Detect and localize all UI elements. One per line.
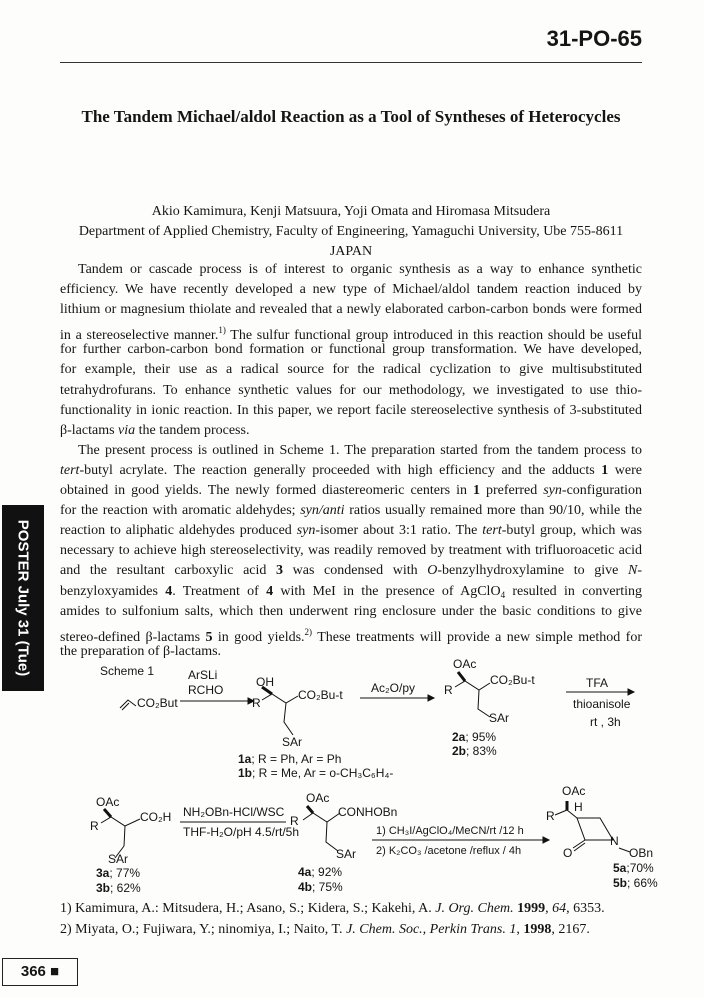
c3-oac: OAc — [96, 795, 120, 809]
text-segment: was condensed with — [283, 563, 428, 579]
text-segment: β-lactams — [60, 422, 119, 438]
compound-yield: ; 75% — [312, 880, 343, 894]
compound-yield: ; 77% — [109, 866, 141, 880]
compound-4-bonds — [303, 806, 340, 851]
c1-ester: CO₂Bu-t — [298, 688, 343, 702]
text-segment: 1999 — [517, 901, 546, 916]
reagent-arsli: ArSLi — [188, 668, 218, 682]
text-segment: syn — [296, 523, 316, 539]
c1a-label — [238, 753, 341, 766]
text-segment: 2) — [304, 626, 313, 637]
compound-desc: ; R = Me, Ar = o-CH₃C₆H₄- — [252, 766, 394, 780]
reagent-thioanisole: thioanisole — [573, 697, 631, 711]
page-number: 366 ■ — [2, 958, 78, 986]
compound-id: 4b — [298, 880, 313, 894]
c3-r: R — [90, 819, 99, 833]
c5a-label — [613, 862, 654, 875]
text-segment: , 6353. — [566, 901, 605, 916]
c5-r: R — [546, 809, 555, 823]
c2b-label — [452, 745, 497, 758]
c3b-label — [96, 882, 141, 895]
text-segment: -isomer about 3:1 ratio. The — [315, 523, 483, 539]
affiliation: Department of Applied Chemistry, Faculty of Engineering, Yamaguchi University, Ube 755-8611 — [78, 224, 624, 239]
compound-id: 3a — [96, 866, 110, 880]
reagent-ch3i: 1) CH₃I/AgClO₄/MeCN/rt /12 h — [376, 825, 524, 837]
reagent-thf: THF-H₂O/pH 4.5/rt/5h — [183, 825, 300, 839]
c4b-label — [298, 881, 343, 894]
c4a-label — [298, 866, 342, 879]
text-segment: syn/anti — [300, 503, 345, 519]
text-segment: 1) — [218, 325, 226, 336]
c4-amide: CONHOBn — [338, 805, 398, 819]
compound-id: 1a — [238, 752, 252, 766]
text-segment: 3 — [276, 563, 284, 579]
text-segment: efficiency. We have recently developed a new type of Michael/aldol tandem reaction induced by — [60, 282, 642, 298]
compound-id: 5a — [613, 861, 627, 875]
c2-oac: OAc — [453, 657, 477, 671]
text-segment: via — [118, 422, 136, 438]
text-segment: 1998 — [523, 922, 552, 937]
text-segment: benzyloxyamides — [60, 583, 166, 599]
text-segment: necessary to achieve high stereoselectivity, was readily removed by treatment with trifluoroacetic acid — [60, 543, 642, 559]
reagent-nh2obn: NH₂OBn-HCl/WSC — [183, 805, 285, 819]
compound-yield: ; 83% — [466, 744, 497, 758]
condition-rt: rt , 3h — [590, 715, 621, 729]
text-segment: -butyl acrylate. The reaction generally proceeded with high efficiency and the adducts — [79, 462, 602, 478]
text-segment: J. Org. Chem. — [435, 901, 514, 916]
text-segment: resulted in converting — [505, 583, 642, 599]
text-segment: - — [637, 563, 642, 579]
c4-r: R — [290, 814, 299, 828]
c1b-label — [238, 767, 393, 780]
text-segment: the preparation of β-lactams. — [60, 643, 222, 659]
text-segment: tert — [482, 523, 502, 539]
text-segment: in a stereoselective manner. — [60, 328, 219, 344]
reagent-tfa: TFA — [586, 676, 609, 690]
compound-yield: ; 62% — [110, 881, 141, 895]
c1-oh: OH — [256, 675, 274, 689]
compound-id: 3b — [96, 881, 111, 895]
c3-sar: SAr — [108, 852, 129, 866]
c2-sar: SAr — [489, 711, 510, 725]
c5-n: N — [610, 834, 619, 848]
text-segment: -butyl group, which was — [501, 523, 642, 539]
text-segment: ratios usually remained more than 90/10, while the — [344, 503, 642, 519]
c5-carbonyl-o: O — [563, 846, 573, 860]
c4-sar: SAr — [336, 847, 357, 861]
text-segment: . Treatment of — [172, 583, 267, 599]
text-segment: in good yields. — [212, 629, 305, 645]
country: JAPAN — [329, 244, 373, 259]
reaction-arrow-2 — [360, 695, 434, 701]
text-segment: obtained in good yields. The newly formed diastereomeric centers in — [60, 483, 473, 499]
poster-code: 31-PO-65 — [546, 26, 642, 51]
text-segment: -benzylhydroxylamine to give — [437, 563, 628, 579]
text-segment: 4 — [500, 589, 506, 600]
text-segment: tetrahydrofurans. To enhance synthetic values for our methodology, we investigated to use thio- — [60, 382, 642, 398]
c1-r: R — [252, 696, 261, 710]
paper-title: The Tandem Michael/aldol Reaction as a Tool of Syntheses of Heterocycles — [81, 107, 621, 126]
compound-id: 2b — [452, 744, 467, 758]
text-segment: 2) Miyata, O.; Fujiwara, Y.; ninomiya, I.; Naito, T. — [60, 922, 347, 937]
text-segment: for example, their use as a radical source for the radical cyclization to give multisubstituted — [60, 362, 642, 378]
text-segment: 4 — [266, 583, 274, 599]
c3a-label — [96, 867, 140, 880]
compound-yield: ; 92% — [311, 865, 343, 879]
text-segment: The sulfur functional group introduced in this reaction should be useful — [225, 328, 642, 344]
c4-oac: OAc — [306, 791, 330, 805]
reagent-ac2o: Ac₂O/py — [371, 681, 416, 695]
reaction-arrow-1 — [180, 698, 254, 704]
text-segment: , — [545, 901, 553, 916]
text-segment: and the resultant carboxylic acid — [60, 563, 277, 579]
text-segment: lithium or magnesium thiolate and revealed that a newly elaborated carbon-carbon bonds were formed — [60, 302, 642, 318]
reagent-k2co3: 2) K₂CO₃ /acetone /reflux / 4h — [376, 845, 522, 857]
c1-sar: SAr — [282, 735, 303, 749]
text-segment: -configuration — [561, 483, 642, 499]
text-segment: the tandem process. — [135, 422, 250, 438]
compound-id: 1b — [238, 766, 253, 780]
text-segment: O — [427, 563, 438, 579]
text-segment: These treatments will provide a new simple method for — [312, 629, 642, 645]
reference-item — [60, 898, 660, 919]
compound-yield: ; 95% — [465, 730, 497, 744]
c5-obn: OBn — [629, 846, 654, 860]
c2a-label — [452, 731, 496, 744]
compound-3-bonds — [101, 809, 140, 858]
text-segment: 64 — [552, 901, 567, 916]
text-segment: , 2167. — [551, 922, 590, 937]
text-segment: 5 — [205, 629, 213, 645]
text-segment: 4 — [165, 583, 173, 599]
text-segment: functionality in ionic reaction. In this paper, we report facile stereoselective synthesis of 3-substituted — [60, 402, 642, 418]
text-segment: , — [516, 922, 524, 937]
text-segment: Tandem or cascade process is of interest to organic synthesis as a way to enhance synthetic — [78, 262, 642, 277]
compound-yield: ; 66% — [627, 876, 658, 890]
side-tab-label: POSTER July 31 (Tue) — [14, 519, 32, 677]
c5b-label — [613, 877, 658, 890]
reference-item — [60, 919, 660, 940]
text-segment: 1 — [472, 483, 480, 499]
text-segment: 1) Kamimura, A.: Mitsudera, H.; Asano, S.; Kidera, S.; Kakehi, A. — [60, 901, 436, 916]
compound-id: 2a — [452, 730, 466, 744]
text-segment: preferred — [479, 483, 544, 499]
compound-1-bonds — [262, 687, 298, 735]
compound-2-bonds — [455, 672, 490, 717]
text-segment: tert — [60, 462, 80, 478]
text-segment: J. Chem. Soc., Perkin Trans. 1 — [346, 922, 517, 937]
c5-h: H — [574, 800, 583, 814]
reagent-rcho: RCHO — [188, 683, 224, 697]
text-segment: were — [608, 462, 642, 478]
scheme-title: Scheme 1 — [100, 664, 155, 678]
acrylate-bonds — [120, 700, 136, 710]
text-segment: with MeI in the presence of AgClO — [273, 583, 501, 599]
authors: Akio Kamimura, Kenji Matsuura, Yoji Omata and Hiromasa Mitsudera — [151, 204, 551, 219]
c2-ester: CO₂Bu-t — [490, 673, 535, 687]
acrylate-ester: CO₂But — [137, 696, 178, 710]
text-segment: for the reaction with aromatic aldehydes; — [60, 503, 301, 519]
c2-r: R — [444, 683, 453, 697]
text-segment: 1 — [601, 462, 609, 478]
compound-id: 4a — [298, 865, 312, 879]
compound-yield: ;70% — [626, 861, 654, 875]
c3-acid: CO₂H — [140, 810, 172, 824]
text-segment: The present process is outlined in Scheme 1. The preparation started from the tandem process to — [78, 442, 642, 458]
text-segment: N — [627, 563, 638, 579]
compound-5-bonds — [555, 801, 630, 852]
text-segment: syn — [543, 483, 562, 499]
text-segment: amides to sulfonium salts, which then underwent ring enclosure under the basic conditions to give — [60, 603, 642, 619]
text-segment: stereo-defined β-lactams — [60, 629, 206, 645]
c5-oac: OAc — [562, 784, 586, 798]
compound-desc: ; R = Ph, Ar = Ph — [251, 752, 342, 766]
compound-id: 5b — [613, 876, 628, 890]
text-segment: for further carbon-carbon bond formation or functional group transformation. We have developed, — [60, 342, 642, 358]
text-segment: reaction to aliphatic aldehydes produced — [60, 523, 297, 539]
references — [60, 898, 660, 940]
